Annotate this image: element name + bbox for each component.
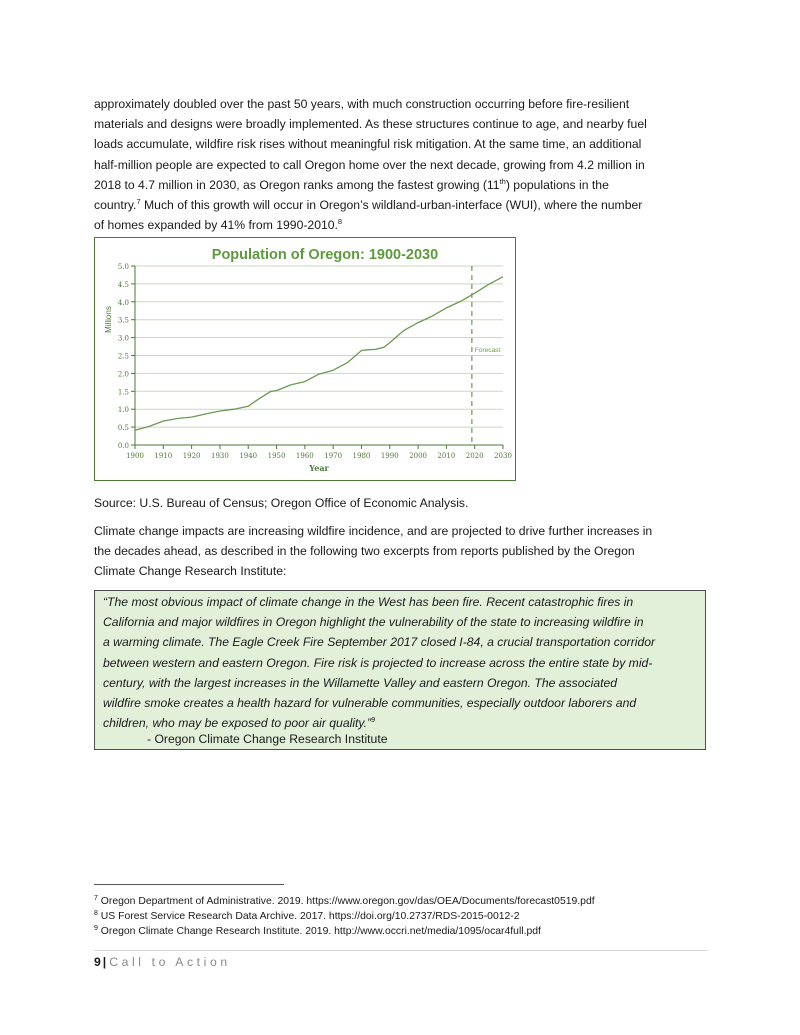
y-tick-label: 2.0 [117, 370, 129, 379]
footnote-ref-8[interactable]: 8 [337, 217, 343, 227]
x-tick-label: 1950 [267, 452, 286, 460]
x-tick-label: 1940 [239, 452, 258, 460]
footer-separator: | [102, 955, 107, 969]
quote-line: wildfire smoke creates a health hazard for vulnerable communities, especially outdoor laborers and [103, 696, 637, 711]
footnote-text: US Forest Service Research Data Archive. 2017. https://doi.org/10.2737/RDS-2015-0012-2 [97, 911, 520, 922]
text-line: approximately doubled over the past 50 years, with much construction occurring before fire-resilient [94, 97, 630, 111]
footnote-text: Oregon Climate Change Research Institute. 2019. http://www.occri.net/media/1095/ocar4full.pdf [97, 926, 541, 937]
footnote-number: 9 [94, 925, 98, 932]
y-tick-label: 5.0 [117, 263, 129, 271]
chart-source: Source: U.S. Bureau of Census; Oregon Office of Economic Analysis. [94, 496, 469, 510]
page-number: 9 [94, 955, 101, 969]
intro-paragraph [94, 94, 708, 235]
text-line: country. [94, 198, 137, 213]
population-chart [94, 237, 516, 481]
quote-line: children, who may be exposed to poor air quality.” [103, 716, 372, 731]
quote-line: century, with the largest increases in the Willamette Valley and eastern Oregon. The associated [103, 675, 618, 690]
chart-title: Population of Oregon: 1900-2030 [211, 247, 439, 263]
quote-line: between western and eastern Oregon. Fire risk is projected to increase across the entire state by mid- [103, 655, 653, 670]
y-tick-label: 4.0 [117, 298, 129, 307]
quote-box [94, 590, 706, 750]
climate-paragraph [94, 521, 708, 582]
text-line: 2018 to 4.7 million in 2030, as Oregon ranks among the fastest growing (11 [94, 177, 500, 192]
x-tick-label: 2030 [494, 452, 512, 460]
x-tick-label: 1980 [352, 452, 371, 460]
quote-line: California and major wildfires in Oregon highlight the vulnerability of the state to increasing wildfire in [103, 615, 644, 630]
text-line: loads accumulate, wildfire risk rises without meaningful risk mitigation. At the same time, an additional [94, 137, 642, 152]
y-tick-label: 3.0 [117, 334, 129, 343]
x-tick-label: 1900 [126, 452, 144, 460]
footer-divider [94, 950, 708, 951]
footer-label: Call to Action [109, 955, 231, 969]
y-tick-label: 4.5 [117, 280, 129, 289]
text-line: Much of this growth will occur in Oregon’s wildland-urban-interface (WUI), where the number [140, 198, 643, 213]
x-tick-label: 2020 [465, 452, 484, 460]
text-line: Climate Change Research Institute: [94, 564, 287, 579]
x-tick-label: 2010 [437, 452, 456, 460]
chart-canvas [95, 238, 517, 482]
y-tick-label: 2.5 [117, 352, 129, 361]
text-line: half-million people are expected to call Oregon home over the next decade, growing from 4.2 million in [94, 157, 645, 172]
text-line: materials and designs were broadly implemented. As these structures continue to age, and nearby fuel [94, 117, 647, 132]
series-line-population [135, 277, 503, 431]
footnote-ref-7[interactable]: 7 [136, 197, 141, 207]
x-tick-label: 1970 [324, 452, 343, 460]
x-tick-label: 1910 [154, 452, 173, 460]
y-tick-label: 1.0 [117, 406, 129, 415]
text-line: ) populations in the [505, 177, 609, 192]
quote-attribution: - Oregon Climate Change Research Institute [147, 732, 388, 746]
quote-line: a warming climate. The Eagle Creek Fire September 2017 closed I-84, a crucial transportation corridor [103, 635, 656, 650]
x-axis-label: Year [309, 463, 329, 473]
y-tick-label: 0.0 [117, 442, 129, 450]
text-line: of homes expanded by 41% from 1990-2010. [94, 218, 338, 233]
text-line: Climate change impacts are increasing wildfire incidence, and are projected to drive further increases in [94, 524, 653, 538]
ordinal-superscript: th [499, 176, 506, 186]
y-tick-label: 1.5 [117, 388, 129, 397]
text-line: the decades ahead, as described in the following two excerpts from reports published by the Oregon [94, 544, 635, 559]
x-tick-label: 1960 [295, 452, 314, 460]
footnote-number: 8 [94, 910, 98, 917]
x-tick-label: 1920 [182, 452, 201, 460]
quote-text [103, 592, 699, 733]
x-tick-label: 1990 [380, 452, 399, 460]
footnote-text: Oregon Department of Administrative. 2019. https://www.oregon.gov/das/OEA/Documents/forecast0519.pdf [97, 896, 595, 907]
y-tick-label: 3.5 [117, 316, 129, 325]
footnote-9 [94, 925, 541, 938]
footnote-7 [94, 895, 595, 908]
forecast-label: Forecast [474, 346, 501, 354]
y-tick-label: 0.5 [117, 424, 129, 433]
footnote-number: 7 [94, 895, 98, 902]
y-axis-label: Millions [104, 306, 113, 333]
x-tick-label: 1930 [211, 452, 229, 460]
footnote-ref-9[interactable]: 9 [371, 715, 376, 725]
footnote-8 [94, 910, 520, 923]
footnote-divider [94, 884, 284, 885]
quote-line: “The most obvious impact of climate change in the West has been fire. Recent catastrophic fires in [103, 595, 634, 609]
page-footer [94, 953, 231, 971]
x-tick-label: 2000 [409, 452, 427, 460]
